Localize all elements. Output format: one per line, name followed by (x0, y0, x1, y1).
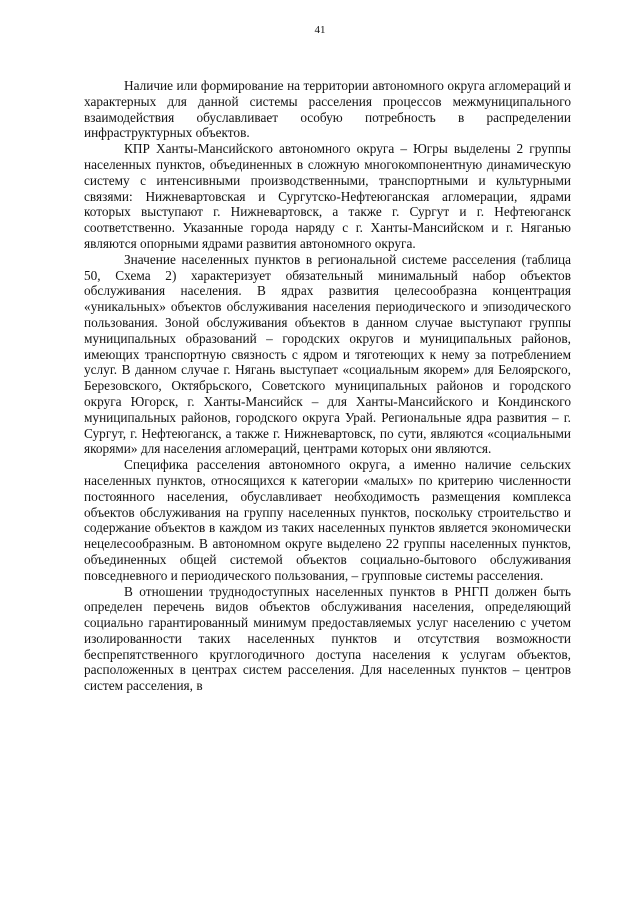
document-body (84, 78, 571, 694)
paragraph-settlement-specifics: Специфика расселения автономного округа, а именно наличие сельских населенных пунктов, относящихся к категории «малых» по критерию численности постоянного населения, обуславливает необходимость размещения комплекса объектов обслуживания на группу населенных пунктов, поскольку строительство и содержание объектов в каждом из таких населенных пунктов является экономически нецелесообразным. В автономном округе выделено 22 группы населенных пунктов, объединенных общей системой объектов социально-бытового обслуживания повседневного и периодического пользования, – групповые системы расселения. (84, 457, 571, 583)
paragraph-regional-significance: Значение населенных пунктов в региональной системе расселения (таблица 50, Схема 2) характеризует обязательный минимальный набор объектов обслуживания населения. В ядрах развития целесообразна концентрация «уникальных» объектов обслуживания населения периодического и эпизодического пользования. Зоной обслуживания объектов в данном случае выступают группы муниципальных образований – городских округов и муниципальных районов, имеющих транспортную связность с ядром и тяготеющих к нему за потреблением услуг. В данном случае г. Нягань выступает «социальным якорем» для Белоярского, Березовского, Октябрьского, Советского муниципальных районов и городского округа Югорск, г. Ханты-Мансийск – для Ханты-Мансийского и Кондинского муниципальных районов, городского округа Урай. Региональные ядра развития – г. Сургут, г. Нефтеюганск, а также г. Нижневартовск, по сути, являются «социальными якорями» для населения агломераций, центрами которых они являются. (84, 251, 571, 457)
page-number: 41 (314, 24, 326, 36)
paragraph-agglomerations: Наличие или формирование на территории автономного округа агломераций и характерных для данной системы расселения процессов межмуниципального взаимодействия обуславливает особую потребность в распределении инфраструктурных объектов. (84, 78, 571, 141)
paragraph-settlement-groups: КПР Ханты-Мансийского автономного округа – Югры выделены 2 группы населенных пунктов, объединенных в сложную многокомпонентную динамическую систему с интенсивными производственными, транспортными и культурными связями: Нижневартовская и Сургутско-Нефтеюганская агломерации, ядрами которых выступают г. Нижневартовск, а также г. Сургут и г. Нефтеюганск соответственно. Указанные города наряду с г. Ханты-Мансийском и г. Няганью являются опорными ядрами развития автономного округа. (84, 141, 571, 251)
paragraph-remote-settlements: В отношении труднодоступных населенных пунктов в РНГП должен быть определен перечень видов объектов обслуживания населения, определяющий социально гарантированный минимум предоставляемых услуг населению с учетом изолированности таких населенных пунктов и отсутствия возможности беспрепятственного круглогодичного доступа населения к услугам объектов, расположенных в центрах систем расселения. Для населенных пунктов – центров систем расселения, в (84, 583, 571, 694)
